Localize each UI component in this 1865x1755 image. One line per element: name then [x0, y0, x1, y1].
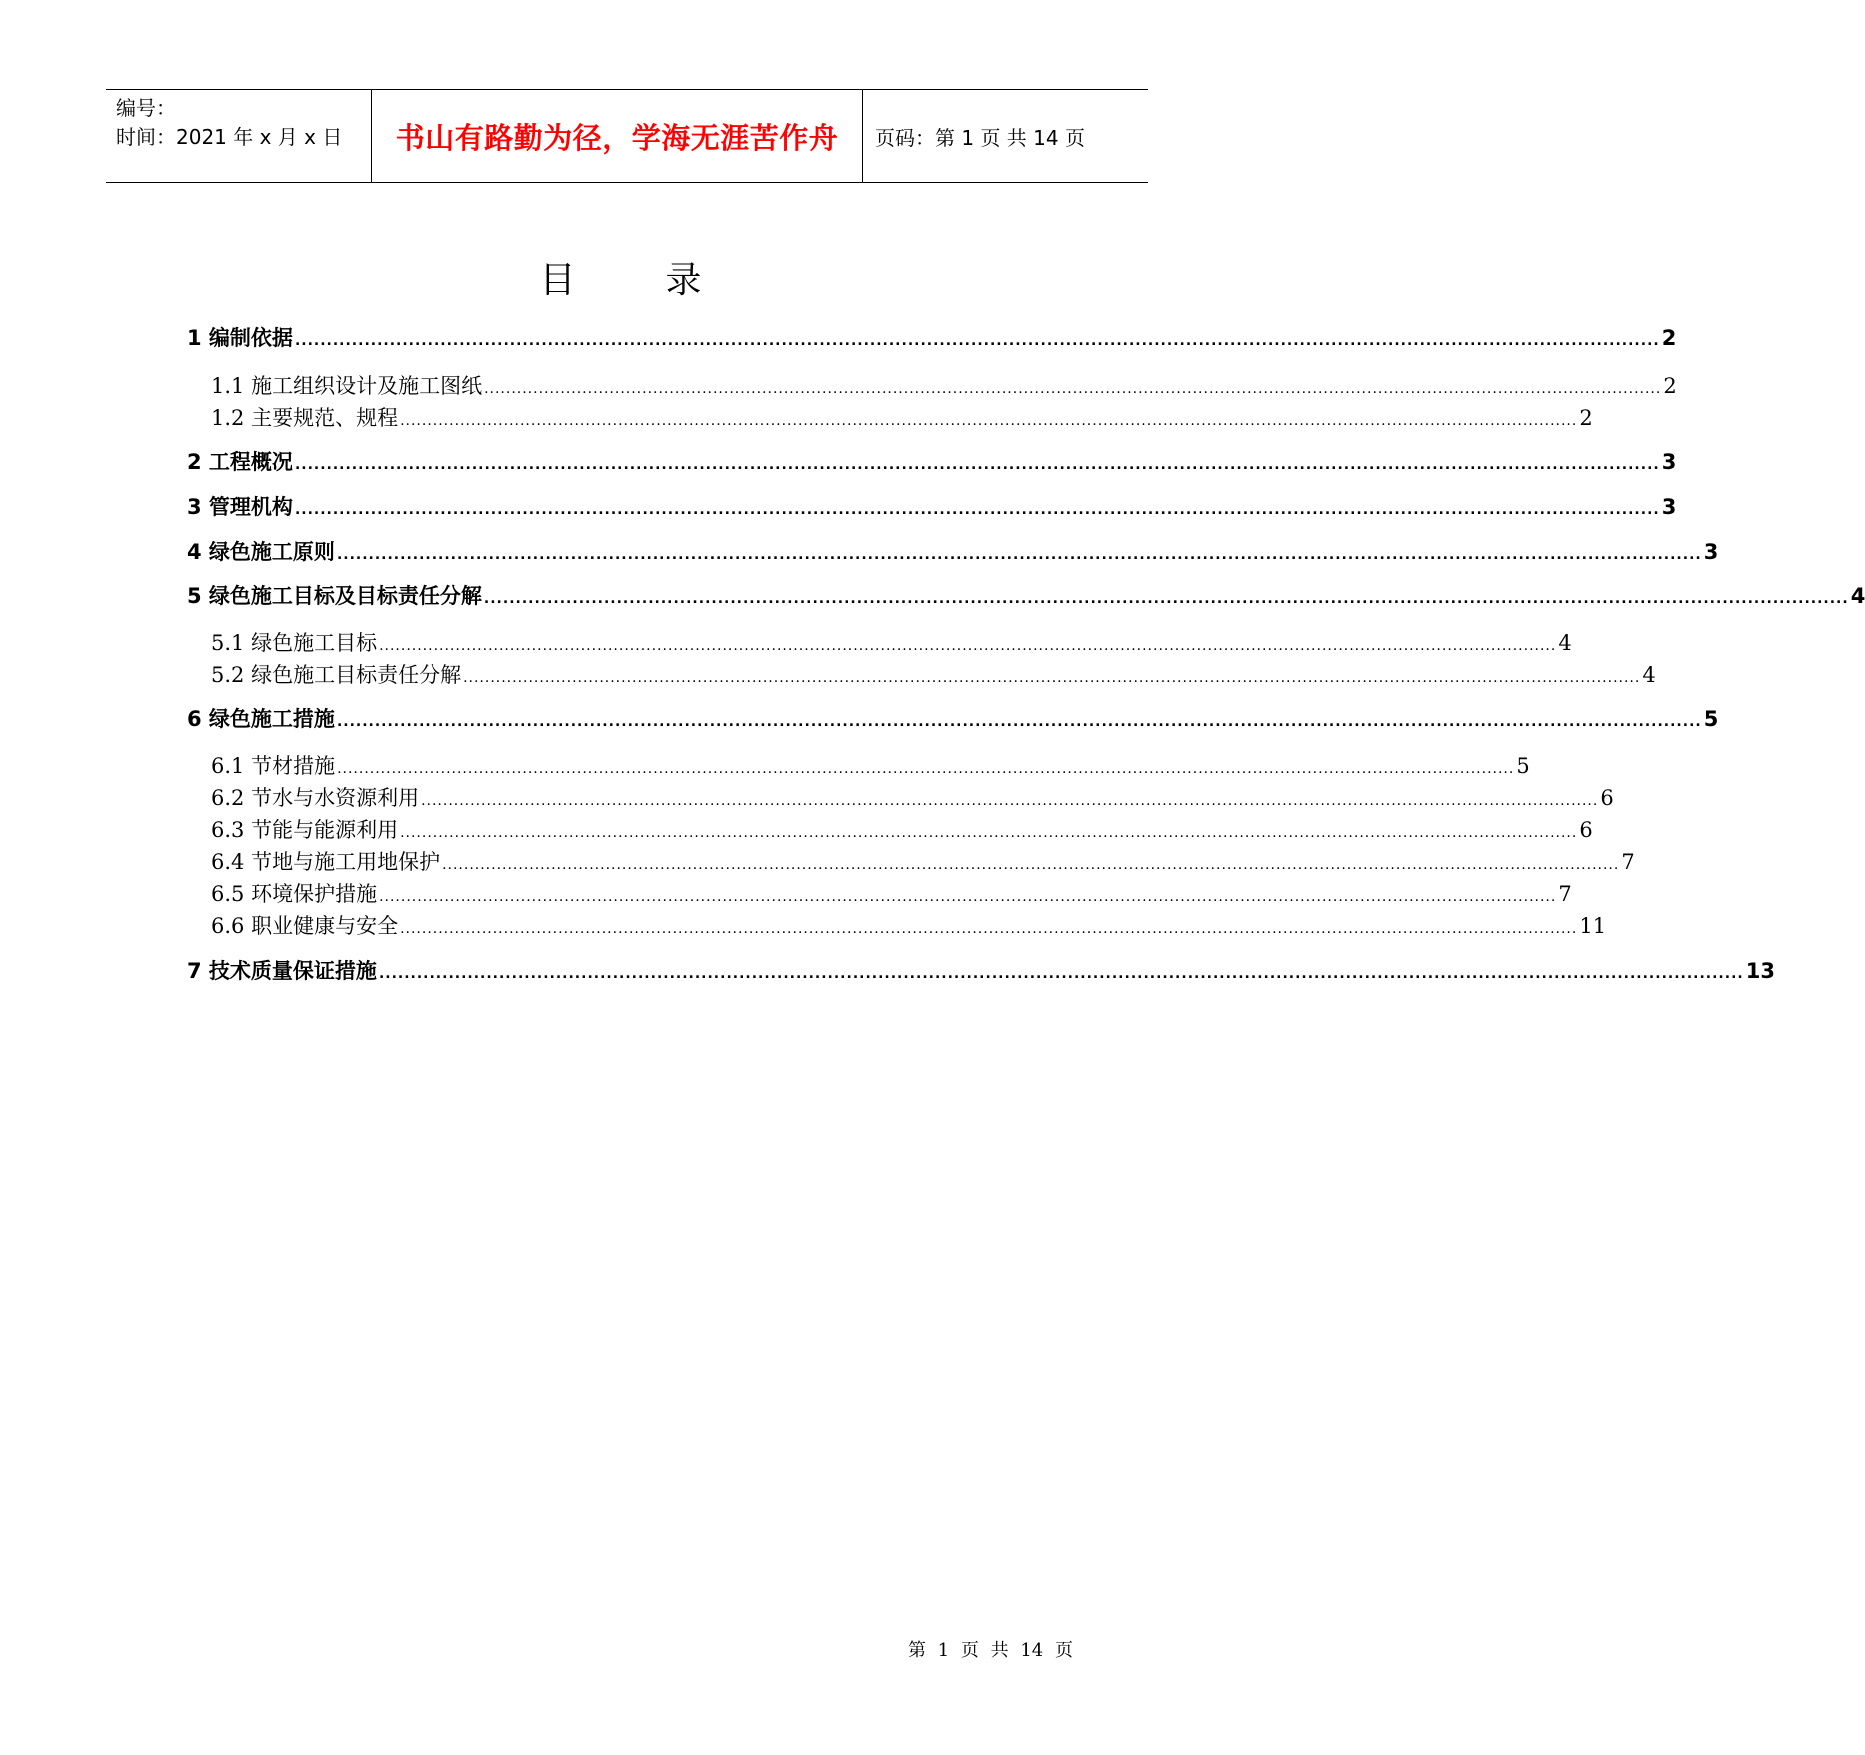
toc-entry-page: 11: [1579, 914, 1607, 938]
toc-entry-label: 1.1 施工组织设计及施工图纸: [211, 374, 483, 398]
toc-entry[interactable]: [187, 370, 1677, 400]
toc-entry-page: 2: [1661, 326, 1677, 350]
toc-leader-dots: ........................................................................................................................................................................................................................: [294, 333, 1660, 349]
toc-entry-page: 3: [1661, 495, 1677, 519]
toc-entry[interactable]: [187, 955, 1775, 985]
toc-entry-page: 4: [1642, 663, 1656, 687]
toc-entry-page: 5: [1703, 707, 1719, 731]
toc-entry[interactable]: [187, 446, 1677, 476]
toc-entry-label: 6.2 节水与水资源利用: [211, 786, 420, 810]
toc-entry-page: 13: [1745, 959, 1775, 983]
toc-entry-page: 3: [1661, 450, 1677, 474]
toc-leader-dots: ........................................................................................................................................................................................................................: [400, 413, 1578, 429]
page-footer: 第 1 页 共 14 页: [908, 1640, 1073, 1661]
toc-entry-page: 4: [1558, 631, 1572, 655]
toc-leader-dots: ........................................................................................................................................................................................................................: [337, 761, 1515, 777]
toc-entry[interactable]: [187, 659, 1656, 689]
header-motto-cell: [371, 90, 863, 182]
toc-entry-page: 6: [1600, 786, 1614, 810]
toc-leader-dots: ........................................................................................................................................................................................................................: [294, 457, 1660, 473]
toc-entry-label: 5.1 绿色施工目标: [211, 631, 378, 655]
toc-entry-label: 6.5 环境保护措施: [211, 882, 378, 906]
toc-entry-label: 7 技术质量保证措施: [187, 959, 377, 983]
toc-entry-page: 4: [1850, 584, 1865, 608]
toc-leader-dots: ........................................................................................................................................................................................................................: [378, 966, 1744, 982]
toc-leader-dots: ........................................................................................................................................................................................................................: [442, 857, 1620, 873]
toc-entry-label: 6.3 节能与能源利用: [211, 818, 399, 842]
toc-entry[interactable]: [187, 491, 1677, 521]
toc-entry[interactable]: [187, 750, 1530, 780]
toc-leader-dots: ........................................................................................................................................................................................................................: [400, 921, 1578, 937]
toc-leader-dots: ........................................................................................................................................................................................................................: [294, 502, 1660, 518]
toc-entry-page: 5: [1516, 754, 1530, 778]
header-meta: [106, 90, 371, 182]
toc-leader-dots: ........................................................................................................................................................................................................................: [421, 793, 1599, 809]
toc-entry[interactable]: [187, 627, 1572, 657]
toc-entry-page: 7: [1558, 882, 1572, 906]
toc-leader-dots: ........................................................................................................................................................................................................................: [379, 889, 1557, 905]
toc-entry-page: 2: [1663, 374, 1677, 398]
toc-leader-dots: ........................................................................................................................................................................................................................: [400, 825, 1578, 841]
toc-entry-label: 6.1 节材措施: [211, 754, 336, 778]
toc-entry-label: 6.4 节地与施工用地保护: [211, 850, 441, 874]
toc-entry-label: 1.2 主要规范、规程: [211, 406, 399, 430]
header-page-info: 页码：第 1 页 共 14 页: [875, 125, 1085, 150]
toc-entry[interactable]: [187, 878, 1572, 908]
toc-leader-dots: ........................................................................................................................................................................................................................: [484, 381, 1662, 397]
toc-entry-label: 6 绿色施工措施: [187, 707, 335, 731]
toc-entry[interactable]: [187, 536, 1719, 566]
toc-entry-page: 2: [1579, 406, 1593, 430]
toc-entry-label: 2 工程概况: [187, 450, 293, 474]
toc-entry-label: 1 编制依据: [187, 326, 293, 350]
number-label: 编号：: [116, 96, 176, 120]
toc-leader-dots: ........................................................................................................................................................................................................................: [463, 670, 1641, 686]
toc-entry[interactable]: [187, 402, 1593, 432]
toc-entry-label: 6.6 职业健康与安全: [211, 914, 399, 938]
time-label: 时间：2021 年 x 月 x 日: [116, 125, 343, 149]
toc-entry-page: 3: [1703, 540, 1719, 564]
toc-leader-dots: ........................................................................................................................................................................................................................: [336, 547, 1702, 563]
document-header: [106, 89, 1148, 183]
toc-entry[interactable]: [187, 846, 1635, 876]
toc-entry[interactable]: [187, 814, 1593, 844]
toc-entry-label: 5 绿色施工目标及目标责任分解: [187, 584, 482, 608]
toc-entry-label: 3 管理机构: [187, 495, 293, 519]
toc-entry[interactable]: [187, 580, 1865, 610]
toc-leader-dots: ........................................................................................................................................................................................................................: [483, 591, 1849, 607]
toc-entry-label: 5.2 绿色施工目标责任分解: [211, 663, 462, 687]
toc-entry-page: 7: [1621, 850, 1635, 874]
toc-entry[interactable]: [187, 782, 1614, 812]
toc-entry-page: 6: [1579, 818, 1593, 842]
toc-entry[interactable]: [187, 703, 1719, 733]
toc-leader-dots: ........................................................................................................................................................................................................................: [336, 714, 1702, 730]
header-motto: 书山有路勤为径，学海无涯苦作舟: [395, 120, 839, 155]
toc-entry[interactable]: [187, 322, 1677, 352]
toc-leader-dots: ........................................................................................................................................................................................................................: [379, 638, 1557, 654]
toc-title: 目录: [539, 260, 792, 301]
toc-entry-label: 4 绿色施工原则: [187, 540, 335, 564]
toc-entry[interactable]: [187, 910, 1607, 940]
